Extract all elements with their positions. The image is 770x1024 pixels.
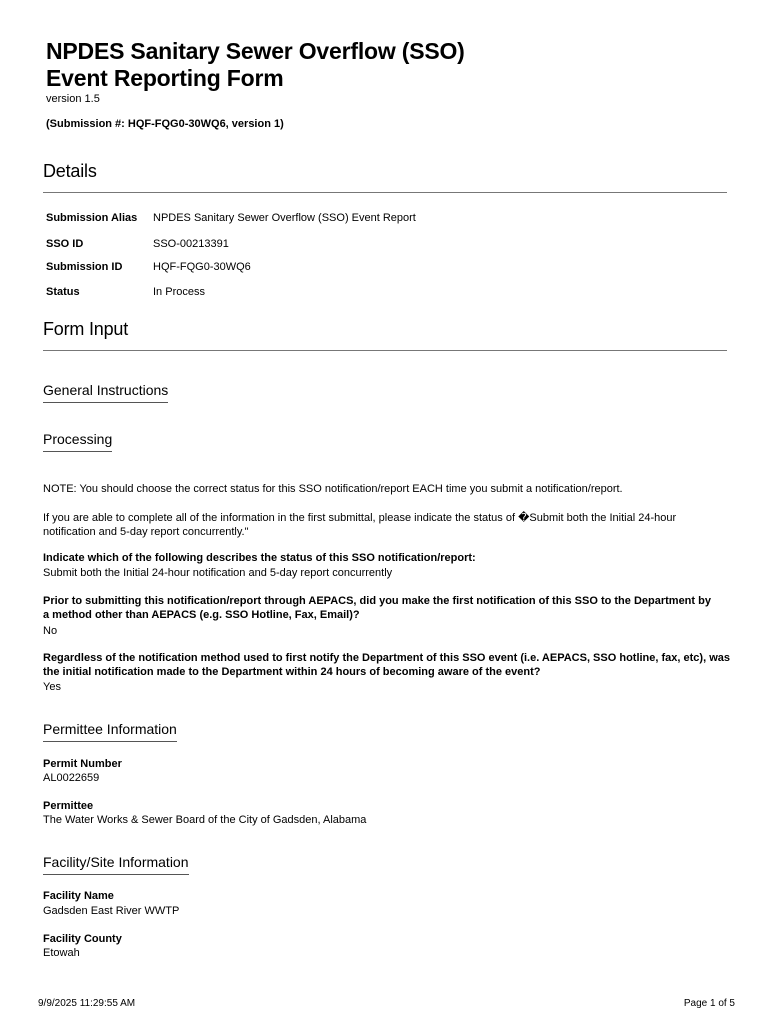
processing-note: NOTE: You should choose the correct status for this SSO notification/report EACH time you submit a notification/report. <box>43 483 623 495</box>
permittee-value: The Water Works & Sewer Board of the City of Gadsden, Alabama <box>43 814 367 826</box>
form-input-divider <box>43 350 727 351</box>
title-line-2: Event Reporting Form <box>46 65 284 91</box>
page-title <box>46 38 465 92</box>
sso-id-value: SSO-00213391 <box>153 238 229 250</box>
facility-information-heading: Facility/Site Information <box>43 854 189 875</box>
submission-id-value: HQF-FQG0-30WQ6 <box>153 261 251 273</box>
permit-number-value: AL0022659 <box>43 772 100 784</box>
permit-number-label: Permit Number <box>43 758 122 770</box>
submission-id-label: Submission ID <box>46 261 123 273</box>
form-version: version 1.5 <box>46 93 100 105</box>
submission-number: (Submission #: HQF-FQG0-30WQ6, version 1) <box>46 118 284 130</box>
permittee-information-heading: Permittee Information <box>43 721 177 742</box>
within-24-hours-answer: Yes <box>43 681 61 693</box>
details-heading: Details <box>43 161 97 181</box>
status-value: In Process <box>153 286 205 298</box>
general-instructions-heading: General Instructions <box>43 382 168 403</box>
processing-heading: Processing <box>43 431 112 452</box>
processing-instruction: If you are able to complete all of the information in the first submittal, please indicate the status of �Submit both the Initial 24-hour notification and 5-day report concurrently." <box>43 512 677 538</box>
title-line-1: NPDES Sanitary Sewer Overflow (SSO) <box>46 38 465 64</box>
status-question: Indicate which of the following describes the status of this SSO notification/report: <box>43 552 476 564</box>
form-input-heading: Form Input <box>43 319 129 339</box>
status-answer: Submit both the Initial 24-hour notification and 5-day report concurrently <box>43 567 393 579</box>
footer-timestamp: 9/9/2025 11:29:55 AM <box>38 998 136 1009</box>
footer-page-number: Page 1 of 5 <box>683 998 735 1009</box>
prior-notification-answer: No <box>43 625 58 637</box>
status-label: Status <box>46 286 80 298</box>
facility-name-value: Gadsden East River WWTP <box>43 905 180 917</box>
within-24-hours-question: Regardless of the notification method used to first notify the Department of this SSO event (i.e. AEPACS, SSO hotline, fax, etc), was the initial notification made to the Department within 24 hours of becoming aware of the event? <box>43 652 730 678</box>
sso-id-label: SSO ID <box>46 238 84 250</box>
facility-county-label: Facility County <box>43 933 122 945</box>
submission-alias-label: Submission Alias <box>46 212 138 224</box>
details-divider <box>43 192 727 193</box>
facility-name-label: Facility Name <box>43 890 114 902</box>
submission-alias-value: NPDES Sanitary Sewer Overflow (SSO) Event Report <box>153 212 416 224</box>
prior-notification-question: Prior to submitting this notification/report through AEPACS, did you make the first notification of this SSO to the Department by a method other than AEPACS (e.g. SSO Hotline, Fax, Email)? <box>43 595 711 621</box>
permittee-label: Permittee <box>43 800 94 812</box>
facility-county-value: Etowah <box>43 947 80 959</box>
